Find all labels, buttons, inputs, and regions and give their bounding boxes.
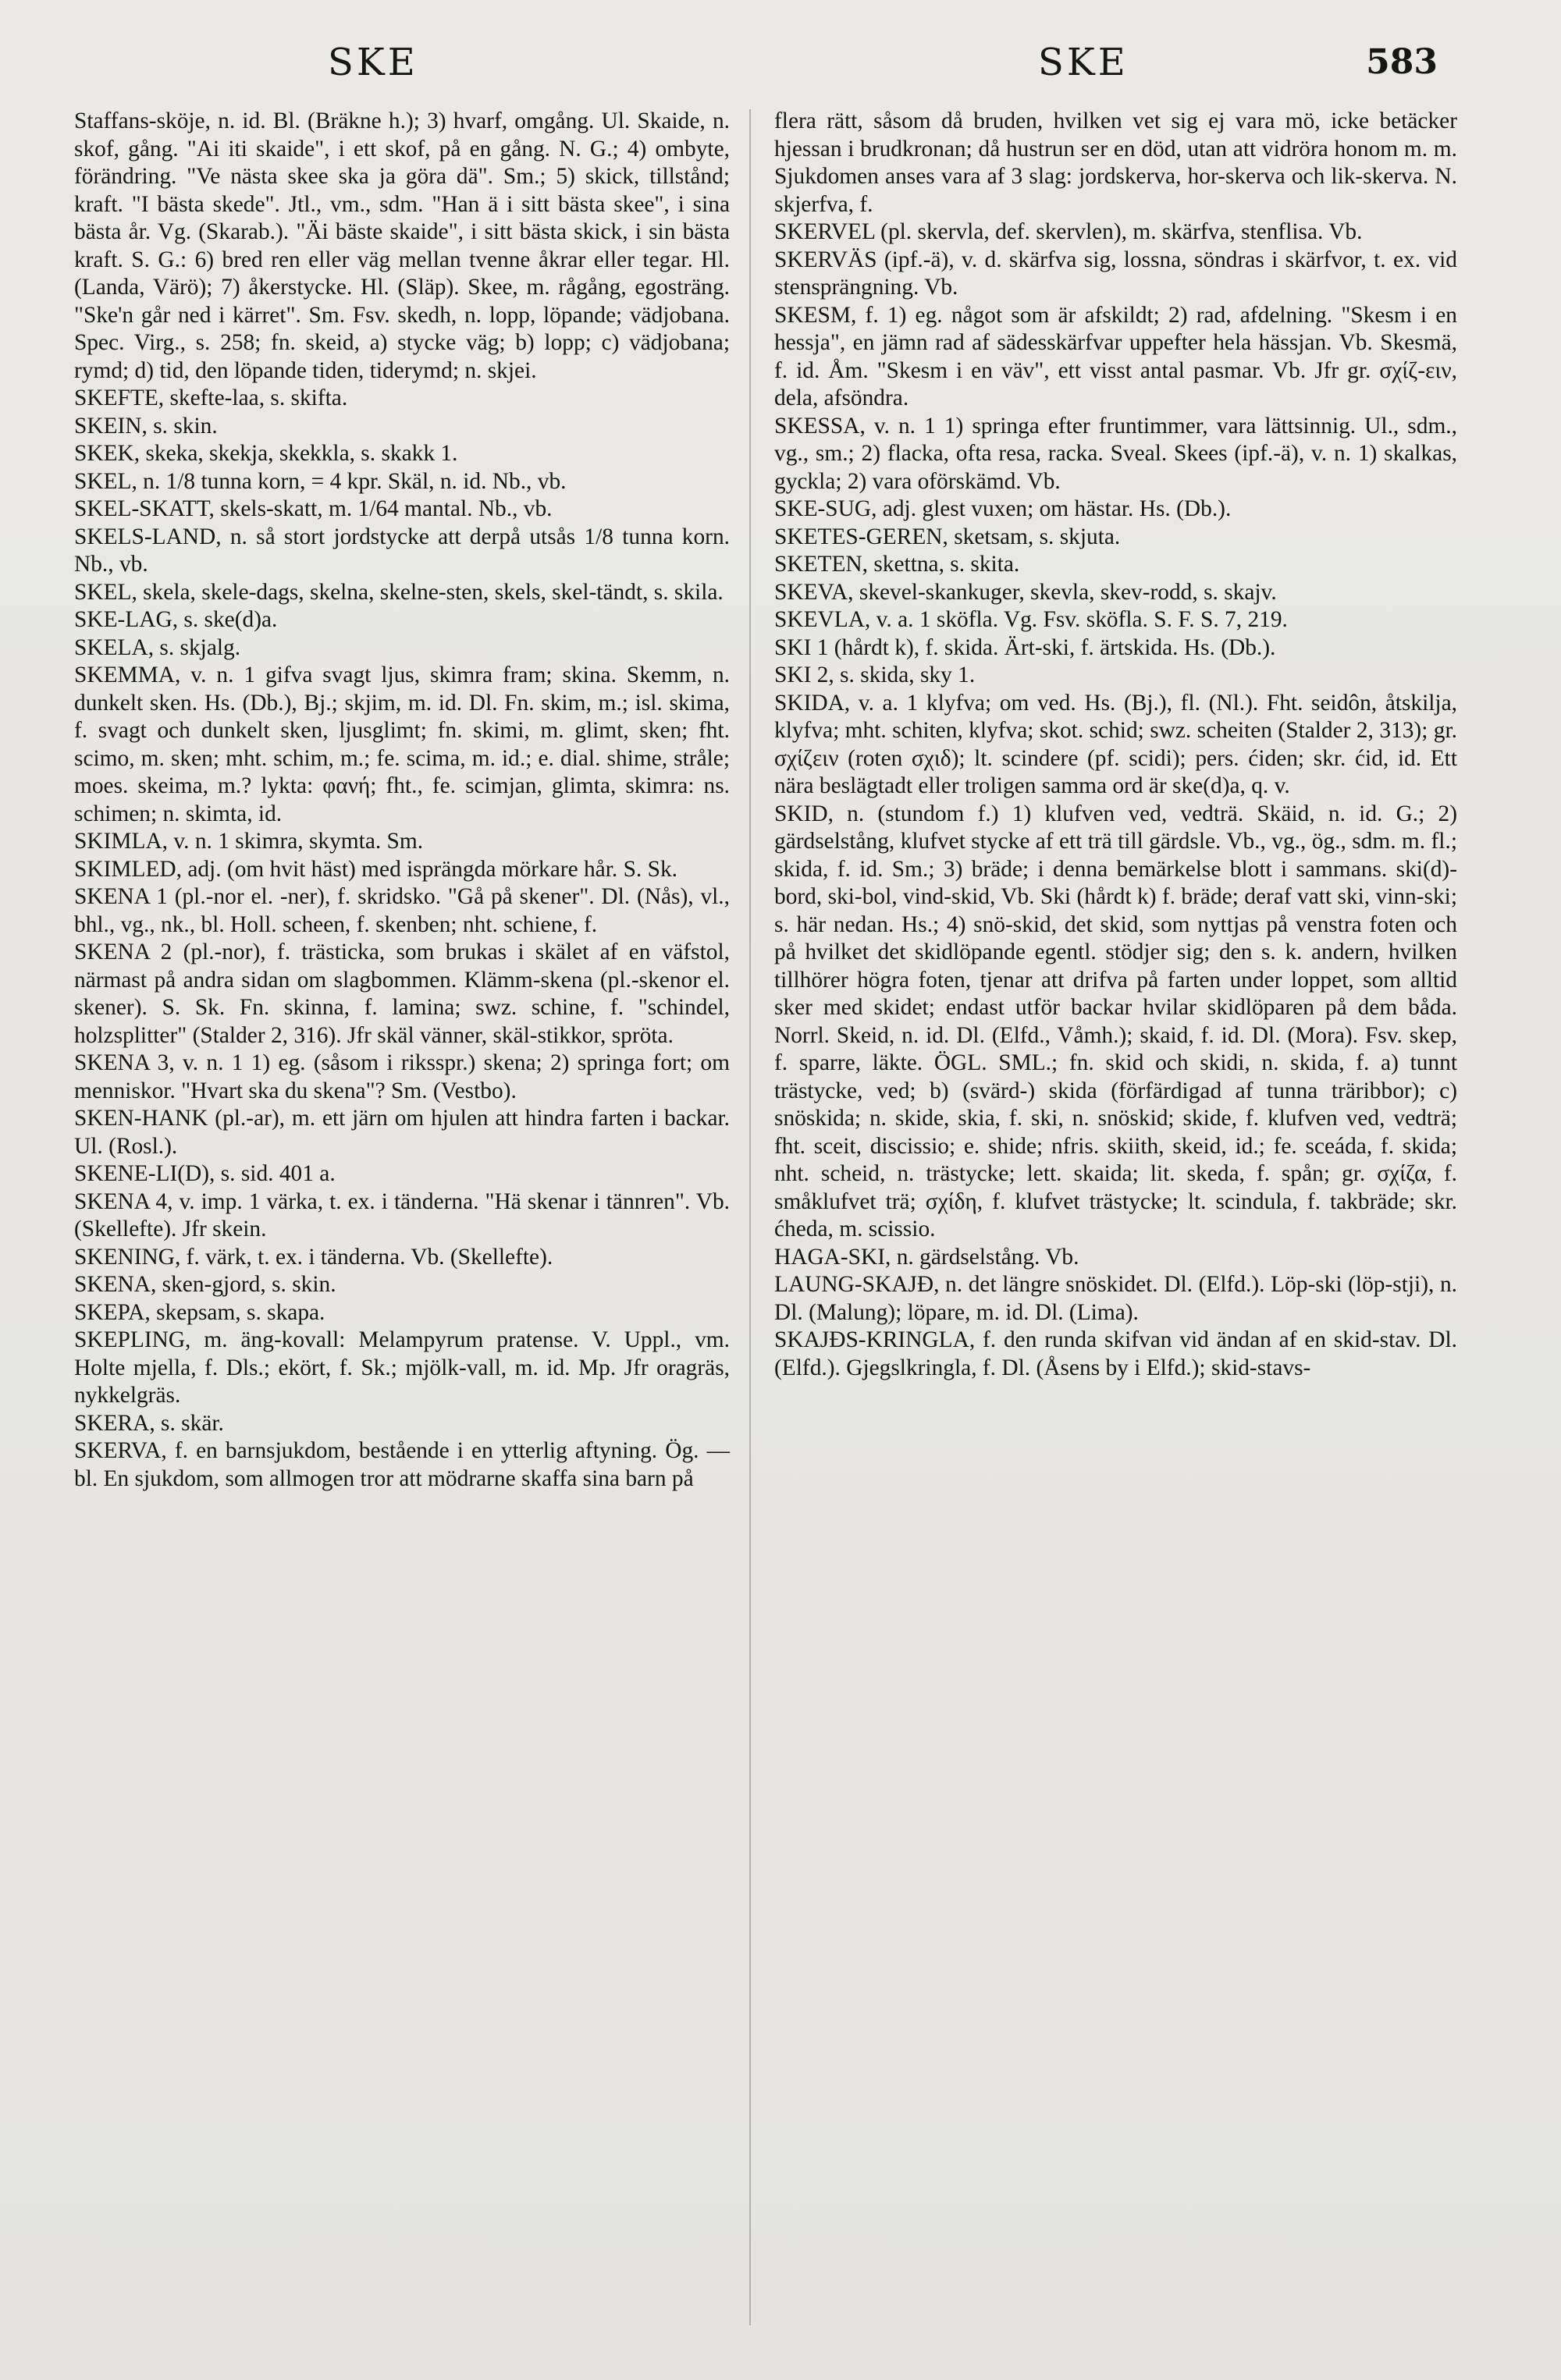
column-divider [749,109,751,2325]
dictionary-entry: SKEL, skela, skele-dags, skelna, skelne-sten, skels, skel-tändt, s. skila. [74,579,724,605]
dictionary-entry: SKENA 4, v. imp. 1 värka, t. ex. i tänderna. "Hä skenar i tännren". Vb. (Skellefte). Jfr skein. [74,1188,730,1242]
dictionary-entry: SKAJÐS-KRINGLA, f. den runda skifvan vid ändan af en skid-stav. Dl. (Elfd.). Gjegslkringla, f. Dl. (Åsens by i Elfd.); skid-stavs- [774,1327,1457,1380]
dictionary-entry: SKEVLA, v. a. 1 sköfla. Vg. Fsv. sköfla. S. F. S. 7, 219. [774,607,1288,632]
dictionary-entry: SKI 2, s. skida, sky 1. [774,662,976,687]
dictionary-entry: SKERVA, f. en barnsjukdom, bestående i en ytterlig aftyning. Ög. —bl. En sjukdom, som allmogen tror att mödrarne skaffa sina barn på [74,1438,730,1491]
dictionary-entry: SKIDA, v. a. 1 klyfva; om ved. Hs. (Bj.), fl. (Nl.). Fht. seidôn, åtskilja, klyfva; mht. schiten, klyfva; skot. schid; swz. scheiten (Stalder 2, 313); gr. σχίζειν (roten σχιδ); lt. scindere (pf. scidi); pers. ćiden; skr. ćid, id. Ett nära beslägtadt eller troligen samma ord är ske(d)a, q. v. [774,690,1457,798]
dictionary-entry: SKIMLA, v. n. 1 skimra, skymta. Sm. [74,829,424,854]
dictionary-entry: HAGA-SKI, n. gärdselstång. Vb. [774,1244,1079,1270]
dictionary-entry: SKELS-LAND, n. så stort jordstycke att derpå utsås 1/8 tunna korn. Nb., vb. [74,524,730,577]
right-running-head: SKE [1038,41,1129,84]
dictionary-entry: SKEVA, skevel-skankuger, skevla, skev-rodd, s. skajv. [774,579,1277,605]
dictionary-entry: SKETEN, skettna, s. skita. [774,552,1020,577]
dictionary-entry: SKENE-LI(D), s. sid. 401 a. [74,1161,336,1186]
page-number: 583 [1366,42,1438,82]
dictionary-entry: SKEL-SKATT, skels-skatt, m. 1/64 mantal. Nb., vb. [74,496,553,521]
dictionary-entry: SKENA 3, v. n. 1 1) eg. (såsom i riksspr.) skena; 2) springa fort; om menniskor. "Hvart ska du skena"? Sm. (Vestbo). [74,1050,730,1103]
dictionary-entry: SKERVEL (pl. skervla, def. skervlen), m. skärfva, stenflisa. Vb. [774,219,1363,244]
dictionary-entry: SKID, n. (stundom f.) 1) klufven ved, vedträ. Skäid, n. id. G.; 2) gärdselstång, klufvet stycke af ett trä till gärdsle. Vb., vg., ög., sdm. m. fl.; skida, f. id. Sm.; 3) bräde; i denna bemärkelse blott i sammans. ski(d)-bord, ski-bol, vind-skid, Vb. Ski (hårdt k) f. bräde; deraf vatt ski, vinn-ski; s. här nedan. Hs.; 4) snö-skid, det skid, som nyttjas på venstra foten och på hvilket det skidlöpande egentl. stödjer sig; den s. k. andern, hvilken tillhörer högra foten, tjenar att drifva på farten under loppet, som alltid sker med skidet; endast utför backar hvilar skidlöparen på dem båda. Norrl. Skeid, n. id. Dl. (Elfd., Våmh.); skaid, f. id. Dl. (Mora). Fsv. skep, f. sparre, läkte. ÖGL. SML.; fn. skid och skidi, n. skida, f. a) tunnt trästycke, ved; b) (svärd-) skida (förfärdigad af tunna träribbor); c) snöskida; n. skide, skia, f. ski, n. snöskid; skide, f. klufven ved, vedträ; fht. sceit, discissio; e. shide; nfris. skiith, skeid, id.; fe. sceáda, f. skida; nht. scheid, n. trästycke; lett. skaida; lit. skeda, f. spån; gr. σχίζα, f. småklufvet trä; σχίδη, f. klufvet trästycke; lt. scindula, f. takbräde; skr. ćheda, m. scissio. [774,801,1457,1242]
right-column [774,108,1457,1382]
left-column [74,108,730,1493]
page-header [0,33,1561,87]
dictionary-entry: Staffans-sköje, n. id. Bl. (Bräkne h.); 3) hvarf, omgång. Ul. Skaide, n. skof, gång. "Ai iti skaide", i ett skof, på en gång. N. G.; 4) ombyte, förändring. "Ve nästa skee ska ja göra dä". Sm.; 5) skick, tillstånd; kraft. "I bästa skede". Jtl., vm., sdm. "Han ä i sitt bästa skee", i sina bästa år. Vg. (Skarab.). "Äi bäste skaide", i sitt bästa skick, i sin bästa kraft. S. G.: 6) bred ren eller väg mellan tvenne åkrar eller tegar. Hl. (Landa, Värö); 7) åkerstycke. Hl. (Släp). Skee, m. rågång, egosträng. "Ske'n går ned i kärret". Sm. Fsv. skedh, n. lopp, löpande; vädjobana. Spec. Virg., s. 258; fn. skeid, a) stycke väg; b) lopp; c) vädjobana; rymd; d) tid, den löpande tiden, tiderymd; n. skjei. [74,108,730,383]
dictionary-entry: SKERA, s. skär. [74,1410,224,1436]
dictionary-entry: SKI 1 (hårdt k), f. skida. Ärt-ski, f. ärtskida. Hs. (Db.). [774,634,1276,660]
dictionary-entry: SKENING, f. värk, t. ex. i tänderna. Vb. (Skellefte). [74,1244,553,1270]
dictionary-entry: SKENA, sken-gjord, s. skin. [74,1272,336,1297]
dictionary-entry: SKE-LAG, s. ske(d)a. [74,607,278,632]
dictionary-entry: LAUNG-SKAJÐ, n. det längre snöskidet. Dl. (Elfd.). Löp-ski (löp-stji), n. Dl. (Malung); löpare, m. id. Dl. (Lima). [774,1272,1457,1325]
dictionary-entry: SKESM, f. 1) eg. något som är afskildt; 2) rad, afdelning. "Skesm i en hessja", en jämn rad af sädesskärfvar uppefter hela hässjan. Vb. Skesmä, f. id. Åm. "Skesm i en väv", ett visst antal pasmar. Vb. Jfr gr. σχίζ-ειν, dela, afsöndra. [774,302,1457,410]
dictionary-entry: SKIMLED, adj. (om hvit häst) med isprängda mörkare hår. S. Sk. [74,856,678,882]
dictionary-entry: flera rätt, såsom då bruden, hvilken vet sig ej vara mö, icke betäcker hjessan i brudkronan; då hustrun ser en död, utan att vidröra honom m. m. Sjukdomen anses vara af 3 slag: jordskerva, hor-skerva och lik-skerva. N. skjerfva, f. [774,108,1457,217]
dictionary-entry: SKETES-GEREN, sketsam, s. skjuta. [774,524,1121,549]
dictionary-entry: SKE-SUG, adj. glest vuxen; om hästar. Hs. (Db.). [774,496,1232,521]
dictionary-entry: SKERVÄS (ipf.-ä), v. d. skärfva sig, lossna, söndras i skärfvor, t. ex. vid stensprängning. Vb. [774,247,1457,300]
dictionary-entry: SKEMMA, v. n. 1 gifva svagt ljus, skimra fram; skina. Skemm, n. dunkelt sken. Hs. (Db.), Bj.; skjim, m. id. Dl. Fn. skim, m.; isl. skima, f. svagt och dunkelt sken, ljusglimt; fn. skimi, m. glimt, sken; fht. scimo, m. sken; mht. schim, m.; fe. scima, m. id.; e. dial. shime, stråle; moes. skeima, m.? lykta: φανή; fht., fe. scimjan, glimta, skimra: ns. schimen; n. skimta, id. [74,662,730,826]
left-running-head: SKE [328,41,418,84]
dictionary-entry: SKENA 1 (pl.-nor el. -ner), f. skridsko. "Gå på skener". Dl. (Nås), vl., bhl., vg., nk., bl. Holl. scheen, f. skenben; nht. schiene, f. [74,884,730,937]
dictionary-entry: SKEN-HANK (pl.-ar), m. ett järn om hjulen att hindra farten i backar. Ul. (Rosl.). [74,1106,730,1159]
dictionary-entry: SKEFTE, skefte-laa, s. skifta. [74,385,348,410]
dictionary-entry: SKESSA, v. n. 1 1) springa efter fruntimmer, vara lättsinnig. Ul., sdm., vg., sm.; 2) flacka, ofta resa, racka. Sveal. Skees (ipf.-ä), v. n. 1) skalkas, gyckla; 2) vara oförskämd. Vb. [774,413,1457,494]
dictionary-entry: SKENA 2 (pl.-nor), f. trästicka, som brukas i skälet af en väfstol, närmast på andra sidan om slagbommen. Klämm-skena (pl.-skenor el. skener). S. Sk. Fn. skinna, f. lamina; swz. schine, f. "schindel, holzsplitter" (Stalder 2, 316). Jfr skäl vänner, skäl-stikkor, spröta. [74,940,730,1048]
dictionary-entry: SKEL, n. 1/8 tunna korn, = 4 kpr. Skäl, n. id. Nb., vb. [74,468,567,494]
dictionary-entry: SKEPA, skepsam, s. skapa. [74,1299,325,1325]
dictionary-entry: SKEK, skeka, skekja, skekkla, s. skakk 1. [74,441,458,466]
dictionary-entry: SKELA, s. skjalg. [74,634,241,660]
dictionary-entry: SKEPLING, m. äng-kovall: Melampyrum pratense. V. Uppl., vm. Holte mjella, f. Dls.; ekört, f. Sk.; mjölk-vall, m. id. Mp. Jfr oragräs, nykkelgräs. [74,1327,730,1408]
dictionary-entry: SKEIN, s. skin. [74,413,218,439]
